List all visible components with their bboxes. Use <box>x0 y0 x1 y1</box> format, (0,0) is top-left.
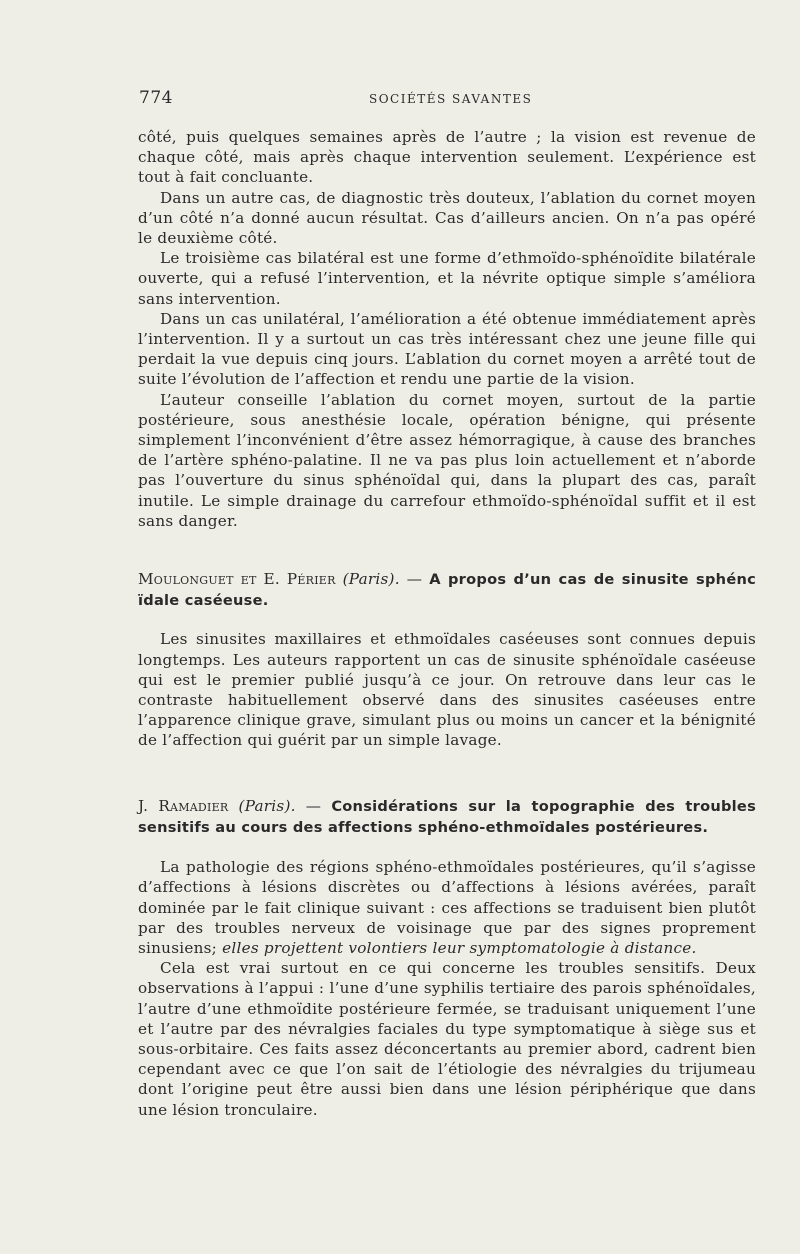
abstract-author: Ramadier <box>158 796 229 815</box>
section-continued-report <box>138 127 756 531</box>
paragraph: Les sinusites maxillaires et ethmoïdales caséeuses sont connues depuis longtemps. Les auteurs rapportent un cas de sinusite sphénoïdale caséeuse qui est le premier publié jusqu’à ce jour. On retrouve dans leur cas le contraste habituellement observé dans des sinusites caséeuses entre l’apparence clinique grave, simulant plus ou moins un cancer et la bénignité de l’affection qui guérit par un simple lavage. <box>138 630 756 750</box>
page-number: 774 <box>139 88 173 108</box>
abstract-heading <box>138 796 756 838</box>
section-abstract-ramadier <box>138 796 756 1120</box>
paragraph: côté, puis quelques semaines après de l’autre ; la vision est revenue de chaque côté, mais après chaque intervention seulement. L’expérience est tout à fait concluante. <box>138 128 756 187</box>
running-title: SOCIÉTÉS SAVANTES <box>369 92 533 106</box>
paragraph <box>138 857 756 958</box>
abstract-location: (Paris). <box>342 570 400 589</box>
abstract-title: Considérations sur la topographie des troubles sensitifs au cours des affections sphéno-ethmoïdales postérieures. <box>138 797 757 836</box>
paragraph: Dans un autre cas, de diagnostic très douteux, l’ablation du cornet moyen d’un côté n’a donné aucun résultat. Cas d’ailleurs ancien. On n’a pas opéré le deuxième côté. <box>138 188 756 248</box>
section-abstract-moulonguet <box>138 569 756 751</box>
paragraph-emphasis: elles projettent volontiers leur symptomatologie à distance. <box>222 938 697 957</box>
abstract-location: (Paris). <box>238 796 296 815</box>
abstract-heading <box>138 569 756 611</box>
paragraph: Cela est vrai surtout en ce qui concerne les troubles sensitifs. Deux observations à l’appui : l’une d’une syphilis tertiaire des parois sphénoïdales, l’autre d’une ethmoïdite postérieure fermée, se traduisant uniquement l’une et l’autre par des névralgies faciales du type symptomatique à siège sus et sous-orbitaire. Ces faits assez déconcertants au premier abord, cadrent bien cependant avec ce que l’on sait de l’étiologie des névralgies du trijumeau dont l’origine peut être aussi bien dans une lésion périphérique que dans une lésion tronculaire. <box>138 959 756 1119</box>
heading-dash: — <box>399 570 430 589</box>
running-head <box>139 88 740 112</box>
abstract-authors: Moulonguet et E. Périer <box>138 570 336 589</box>
paragraph: L’auteur conseille l’ablation du cornet moyen, surtout de la partie postérieure, sous anesthésie locale, opération bénigne, qui présente simplement l’inconvénient d’être assez hémorragique, à cause des branches de l’artère sphéno-palatine. Il ne va pas plus loin actuellement et n’aborde pas l’ouverture du sinus sphénoïdal qui, dans la plupart des cas, paraît inutile. Le simple drainage du carrefour ethmoïdo-sphénoïdal suffit et il est sans danger. <box>138 390 756 530</box>
abstract-title: A propos d’un cas de sinusite sphénc ïdale caséeuse. <box>138 571 757 610</box>
paragraph: Le troisième cas bilatéral est une forme d’ethmoïdo-sphénoïdite bilatérale ouverte, qui a refusé l’intervention, et la névrite optique simple s’améliora sans intervention. <box>138 249 756 308</box>
author-initial: J. <box>138 796 149 815</box>
paragraph: Dans un cas unilatéral, l’amélioration a été obtenue immédiatement après l’intervention. Il y a surtout un cas très intéressant chez une jeune fille qui perdait la vue depuis cinq jours. L’ablation du cornet moyen a arrêté tout de suite l’évolution de l’affection et rendu une partie de la vision. <box>138 309 756 389</box>
heading-dash: — <box>295 796 332 815</box>
page-body <box>138 127 756 1120</box>
paragraph-text: La pathologie des régions sphéno-ethmoïdales postérieures, qu’il s’agisse d’affections à lésions discrètes ou d’affections à lésions avérées, paraît dominée par le fait clinique suivant : ces affections se traduisent bien plutôt par des troubles nerveux de voisinage que par des signes proprement sinusiens; <box>138 858 756 957</box>
